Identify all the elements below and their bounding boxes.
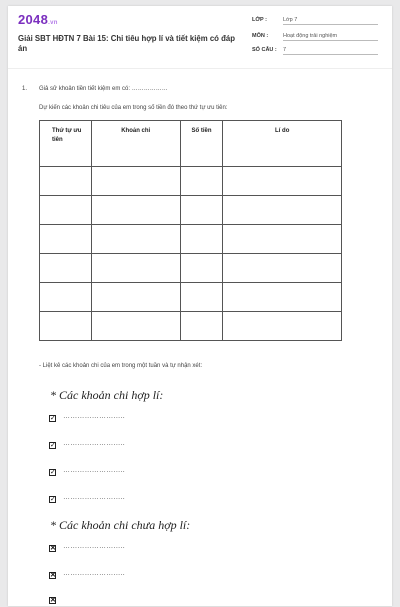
table-cell bbox=[91, 167, 180, 196]
table-row bbox=[40, 312, 342, 341]
table-cell bbox=[91, 196, 180, 225]
question-number: 1. bbox=[22, 86, 28, 92]
table-cell bbox=[40, 312, 92, 341]
col-header-reason: Lí do bbox=[223, 121, 342, 167]
document-page bbox=[8, 6, 392, 606]
meta-value: Hoạt động trải nghiệm bbox=[283, 33, 378, 41]
meta-key: LỚP : bbox=[252, 17, 267, 23]
meta-value: 7 bbox=[283, 47, 378, 55]
reasonable-heading: * Các khoản chi hợp lí: bbox=[50, 388, 164, 402]
blank-line: …………………….. bbox=[63, 543, 125, 550]
table-row bbox=[40, 167, 342, 196]
col-header-expense: Khoản chi bbox=[91, 121, 180, 167]
table-cell bbox=[40, 225, 92, 254]
blank-line: …………………….. bbox=[63, 413, 125, 420]
table-cell bbox=[223, 225, 342, 254]
question-instruction: Dự kiến các khoản chi tiêu của em trong số tiền đó theo thứ tự ưu tiên: bbox=[39, 105, 228, 111]
logo-suffix: .vn bbox=[48, 20, 58, 26]
blank-line: …………………….. bbox=[63, 440, 125, 447]
table-cell bbox=[91, 254, 180, 283]
table-cell bbox=[223, 283, 342, 312]
table-cell bbox=[180, 254, 223, 283]
checked-box-icon[interactable]: ✓ bbox=[50, 496, 56, 503]
meta-key: SỐ CÂU : bbox=[252, 47, 277, 53]
table-cell bbox=[180, 167, 223, 196]
table-cell bbox=[40, 196, 92, 225]
table-cell bbox=[223, 196, 342, 225]
table-row bbox=[40, 225, 342, 254]
spending-table bbox=[39, 120, 342, 341]
site-logo[interactable] bbox=[18, 12, 58, 27]
crossed-box-icon[interactable]: ✕ bbox=[50, 545, 56, 552]
table-row bbox=[40, 283, 342, 312]
crossed-box-icon[interactable]: ✕ bbox=[50, 597, 56, 604]
meta-value: Lớp 7 bbox=[283, 17, 378, 25]
table-cell bbox=[91, 312, 180, 341]
table-cell bbox=[223, 167, 342, 196]
checked-box-icon[interactable]: ✓ bbox=[50, 469, 56, 476]
list-instruction: - Liệt kê các khoản chi của em trong một tuần và tự nhận xét: bbox=[39, 363, 203, 369]
table-cell bbox=[180, 196, 223, 225]
header-divider bbox=[8, 68, 392, 69]
checked-box-icon[interactable]: ✓ bbox=[50, 415, 56, 422]
table-cell bbox=[40, 283, 92, 312]
table-cell bbox=[223, 254, 342, 283]
table-cell bbox=[180, 312, 223, 341]
table-cell bbox=[223, 312, 342, 341]
table-row bbox=[40, 196, 342, 225]
question-text: Giả sử khoản tiền tiết kiệm em có: ……………… bbox=[39, 86, 168, 92]
table-cell bbox=[40, 167, 92, 196]
table-cell bbox=[180, 225, 223, 254]
col-header-priority: Thứ tự ưu tiên bbox=[40, 121, 92, 167]
table-cell bbox=[40, 254, 92, 283]
blank-line: …………………….. bbox=[63, 570, 125, 577]
logo-text: 2048 bbox=[18, 12, 49, 27]
checked-box-icon[interactable]: ✓ bbox=[50, 442, 56, 449]
meta-key: MÔN : bbox=[252, 33, 269, 39]
table-header-row bbox=[40, 121, 342, 167]
blank-line: …………………….. bbox=[63, 494, 125, 501]
crossed-box-icon[interactable]: ✕ bbox=[50, 572, 56, 579]
unreasonable-heading: * Các khoản chi chưa hợp lí: bbox=[50, 518, 191, 532]
col-header-amount: Số tiền bbox=[180, 121, 223, 167]
table-cell bbox=[180, 283, 223, 312]
document-title: Giải SBT HĐTN 7 Bài 15: Chi tiêu hợp lí và tiết kiệm có đáp án bbox=[18, 34, 235, 53]
table-cell bbox=[91, 283, 180, 312]
blank-line: …………………….. bbox=[63, 467, 125, 474]
document-header bbox=[8, 6, 392, 62]
table-row bbox=[40, 254, 342, 283]
table-cell bbox=[91, 225, 180, 254]
